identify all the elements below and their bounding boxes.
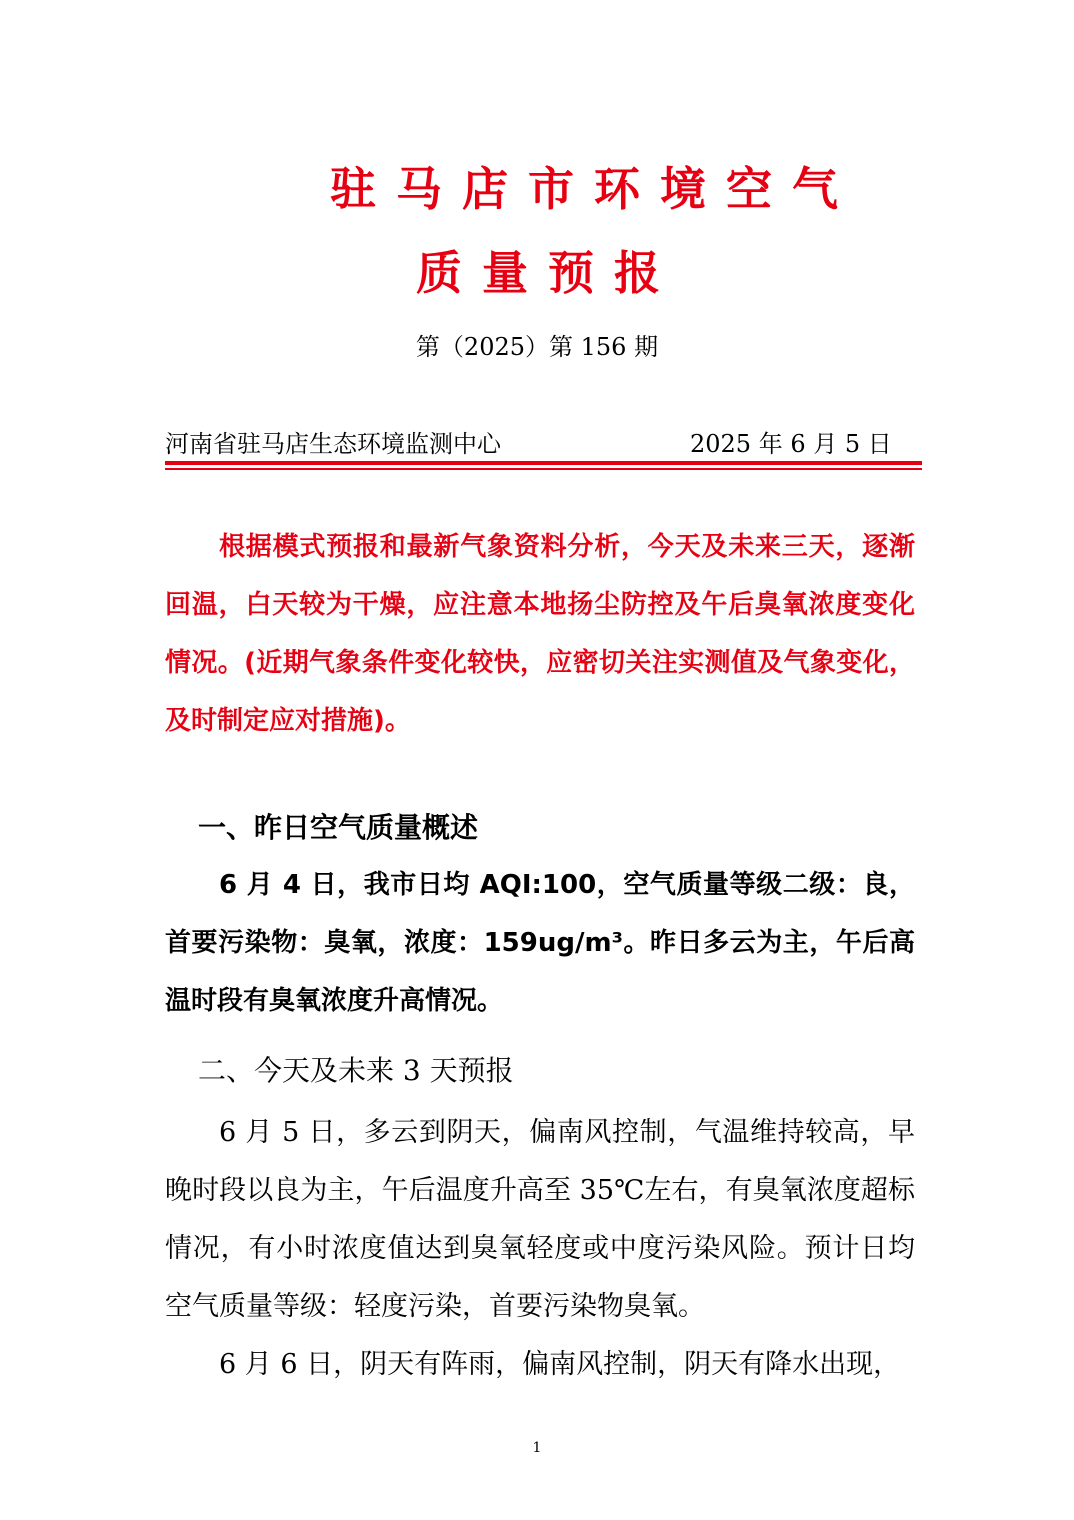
issue-date: 2025 年 6 月 5 日 <box>690 430 892 458</box>
section-heading-yesterday: 一、昨日空气质量概述 <box>198 811 479 844</box>
issuing-organization: 河南省驻马店生态环境监测中心 <box>165 430 501 458</box>
section-heading-forecast: 二、今天及未来 3 天预报 <box>198 1054 514 1087</box>
yesterday-summary-paragraph: 6 月 4 日，我市日均 AQI:100，空气质量等级二级：良，首要污染物：臭氧，浓度：159ug/m³。昨日多云为主，午后高温时段有臭氧浓度升高情况。 <box>165 870 915 1016</box>
forecast-paragraph-day-1: 6 月 5 日，多云到阴天，偏南风控制，气温维持较高，早晚时段以良为主，午后温度升高至 35℃左右，有臭氧浓度超标情况，有小时浓度值达到臭氧轻度或中度污染风险。预计日均空气质量等级：轻度污染，首要污染物臭氧。 <box>165 1117 915 1322</box>
summary-paragraph: 根据模式预报和最新气象资料分析，今天及未来三天，逐渐回温，白天较为干燥，应注意本地扬尘防控及午后臭氧浓度变化情况。(近期气象条件变化较快，应密切关注实测值及气象变化，及时制定应对措施)。 <box>165 532 915 736</box>
page-number: 1 <box>532 1440 542 1456</box>
header-divider-thick <box>165 461 922 465</box>
issue-number: 第（2025）第 156 期 <box>415 333 659 361</box>
report-title-line-2: 质量预报 <box>416 246 680 300</box>
forecast-paragraph-day-2: 6 月 6 日，阴天有阵雨，偏南风控制，阴天有降水出现， <box>219 1349 901 1380</box>
header-divider-thin <box>165 468 922 470</box>
report-title-line-1: 驻马店市环境空气 <box>330 162 858 216</box>
